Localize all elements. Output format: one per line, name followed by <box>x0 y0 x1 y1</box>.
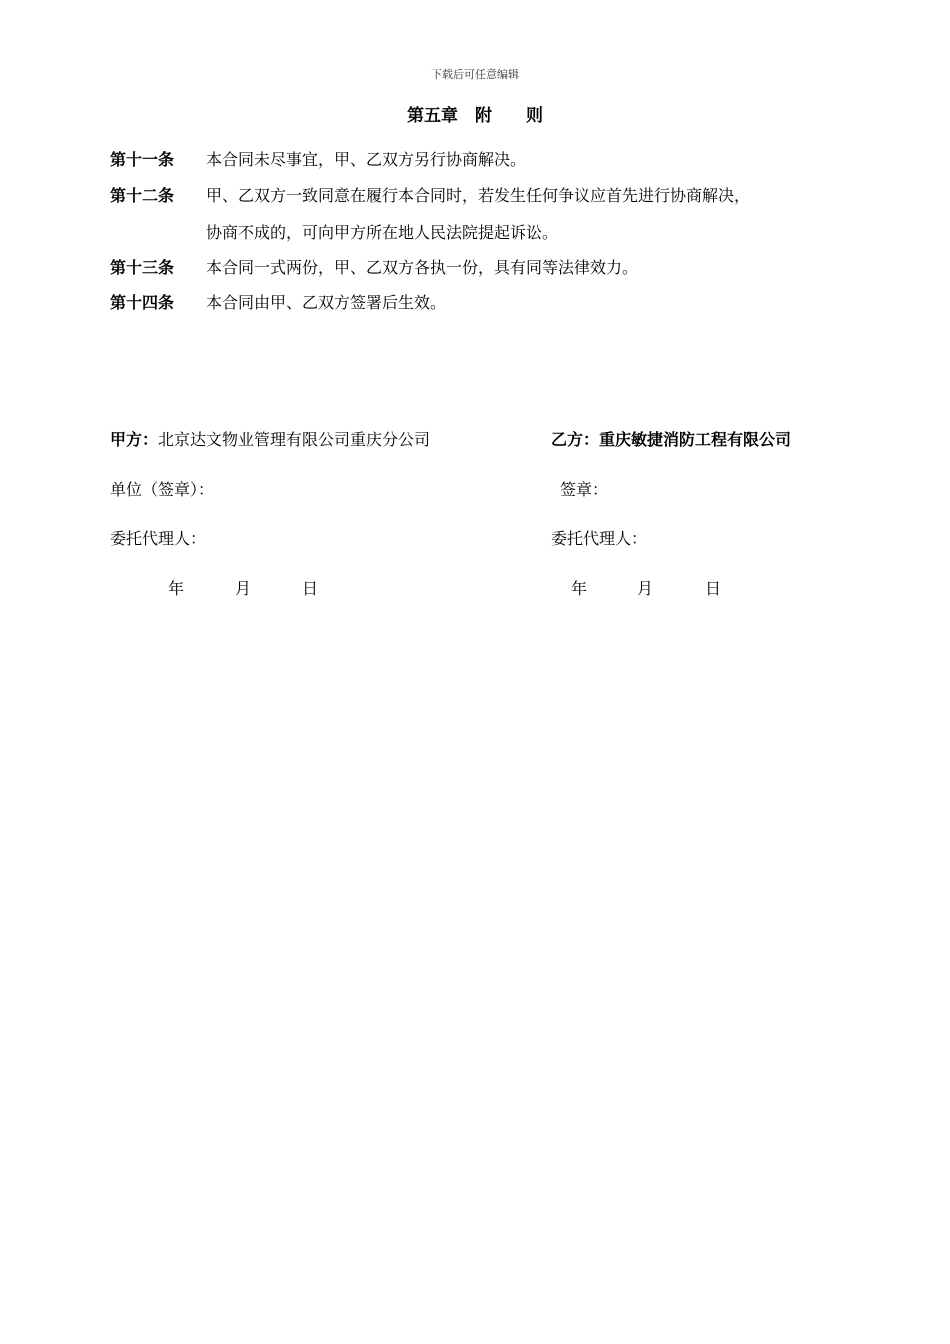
article-label: 第十四条 <box>110 293 175 312</box>
article-text: 本合同一式两份，甲、乙双方各执一份，具有同等法律效力。 <box>206 258 639 277</box>
party-b-agent-label: 委托代理人： <box>551 529 648 548</box>
article-text: 本合同由甲、乙双方签署后生效。 <box>206 293 447 312</box>
article-label: 第十一条 <box>110 150 175 169</box>
article-text: 甲、乙双方一致同意在履行本合同时，若发生任何争议应首先进行协商解决， <box>206 186 751 205</box>
article-label: 第十三条 <box>110 258 175 277</box>
article-11 <box>110 149 526 171</box>
header-note: 下载后可任意编辑 <box>431 68 519 81</box>
party-a-seal-label: 单位（签章）： <box>110 480 215 499</box>
article-13 <box>110 257 638 279</box>
article-text: 本合同未尽事宜，甲、乙双方另行协商解决。 <box>206 150 527 169</box>
party-a-year: 年 <box>168 579 185 598</box>
party-a-day: 日 <box>302 579 319 598</box>
party-b-label: 乙方： <box>551 430 600 449</box>
article-label: 第十二条 <box>110 186 175 205</box>
party-a-month: 月 <box>235 579 252 598</box>
party-a-line <box>110 429 430 451</box>
party-b-month: 月 <box>637 579 654 598</box>
party-b-line <box>551 429 791 451</box>
party-b-name: 重庆敏捷消防工程有限公司 <box>599 430 792 449</box>
party-a-label: 甲方： <box>110 430 159 449</box>
article-12 <box>110 185 750 207</box>
party-b-year: 年 <box>571 579 588 598</box>
article-12-continuation: 协商不成的，可向甲方所在地人民法院提起诉讼。 <box>206 223 559 242</box>
chapter-title: 第五章 附 则 <box>407 106 543 126</box>
article-14 <box>110 292 446 314</box>
party-a-agent-label: 委托代理人： <box>110 529 207 548</box>
party-b-day: 日 <box>705 579 722 598</box>
party-b-seal-label: 签章： <box>560 480 609 499</box>
party-a-name: 北京达文物业管理有限公司重庆分公司 <box>158 430 431 449</box>
